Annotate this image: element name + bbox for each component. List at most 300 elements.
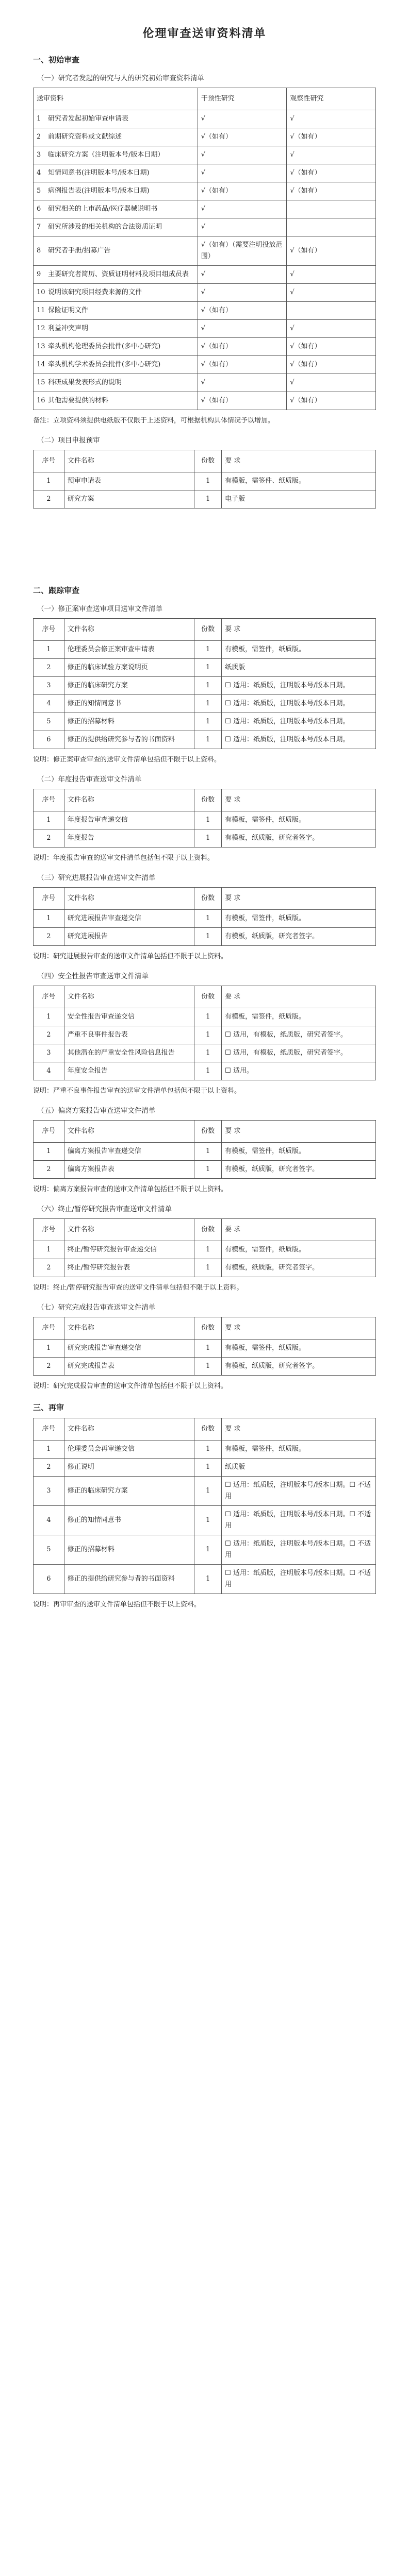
row-number: 16 [37,397,45,404]
table-row [34,182,376,200]
header-cell: 要 求 [222,1121,376,1143]
table-cell: 1 [194,1535,222,1565]
table-cell: 5 [34,1535,64,1565]
header-cell: 序号 [34,619,64,641]
table-cell: 有模板，需签件，纸质版。 [222,1340,376,1358]
table-cell: 1 [194,659,222,677]
row-number: 11 [37,307,45,314]
table-cell: 6 [34,731,64,749]
table-cell: 修正的知情同意书 [64,695,194,713]
header-cell: 要 求 [222,888,376,910]
table-cell: 1 [194,1459,222,1477]
table-cell: 修正的招募材料 [64,713,194,731]
row-number: 3 [37,151,41,159]
table-cell: ☐ 适用：纸质版，注明版本号/版本日期。☐ 不适用 [222,1535,376,1565]
table-cell [34,374,198,392]
table-row [34,731,376,749]
header-cell: 要 求 [222,619,376,641]
table-cell: √（如有） [198,182,287,200]
table-cell: 修正的临床研究方案 [64,677,194,695]
row-number: 2 [37,133,41,141]
header-cell: 文件名称 [64,1219,194,1241]
table-row [34,1026,376,1044]
table-cell: 2 [34,490,64,509]
table-cell: 1 [34,1143,64,1161]
table-cell: 1 [194,641,222,659]
table-cell: √（如有） [287,128,376,146]
table-cell: √（如有） [198,338,287,356]
table-cell: 1 [194,713,222,731]
table-row [34,356,376,374]
table-cell: 有模板，需签件，纸质版。 [222,811,376,829]
header-cell: 序号 [34,986,64,1008]
table-cell: 2 [34,829,64,848]
header-cell: 份数 [194,1121,222,1143]
amendment-table [33,618,376,749]
table-cell: 6 [34,1565,64,1594]
item-name: 病例报告表(注明版本号/版本日期) [48,187,150,195]
table-cell: √（如有） [287,392,376,410]
initial-review-subheading: （一）研究者发起的研究与人的研究初始审查资料清单 [37,74,204,82]
table-cell: 4 [34,695,64,713]
row-number: 8 [37,247,41,255]
header-cell: 干预性研究 [198,88,287,110]
table-cell: 终止/暂停研究报告审查递交信 [64,1241,194,1259]
table-cell: 2 [34,1026,64,1044]
item-name: 研究相关的上市药品/医疗器械说明书 [48,205,158,213]
table-cell: 安全性报告审查递交信 [64,1008,194,1026]
table-cell: √（如有） [287,236,376,266]
table-row [34,1062,376,1080]
table-cell [34,218,198,236]
table-row [34,266,376,284]
table-row [34,1459,376,1477]
table-cell: 预审申请表 [64,472,194,490]
table-cell: 有模板，需签件，纸质版。 [222,910,376,928]
row-number: 4 [37,169,41,177]
completion-report-table [33,1317,376,1376]
header-cell: 序号 [34,1418,64,1440]
table-cell: √ [287,266,376,284]
table-cell: 偏离方案报告审查递交信 [64,1143,194,1161]
table-cell: 2 [34,928,64,946]
note: 说明：研究进展报告审查的送审文件清单包括但不限于以上资料。 [33,953,228,960]
item-name: 保险证明文件 [48,307,89,314]
table-cell: 有模板，纸质版，研究者签字。 [222,928,376,946]
amendment-subheading: （一）修正案审查送审项目送审文件清单 [37,605,162,613]
table-row [34,659,376,677]
table-cell: 4 [34,1062,64,1080]
table-row [34,302,376,320]
table-cell: 1 [194,1477,222,1506]
table-cell: 2 [34,1259,64,1277]
item-name: 牵头机构学术委员会批件(多中心研究) [48,361,161,368]
table-cell: √ [198,110,287,128]
progress-report-table [33,887,376,946]
row-number: 1 [37,115,41,123]
table-cell: 1 [194,1440,222,1459]
table-row [34,472,376,490]
table-row [34,490,376,509]
table-row [34,1340,376,1358]
note: 说明：修正案审查审查的送审文件清单包括但不限于以上资料。 [33,756,221,764]
header-cell: 份数 [194,619,222,641]
section-initial-review-heading: 一、初始审查 [33,55,80,64]
table-row [34,928,376,946]
table-cell: 年度安全报告 [64,1062,194,1080]
section-re-review-heading: 三、再审 [33,1403,64,1412]
table-cell [34,302,198,320]
header-cell: 文件名称 [64,1418,194,1440]
item-name: 利益冲突声明 [48,325,89,332]
table-row [34,320,376,338]
table-cell: 3 [34,1477,64,1506]
row-number: 9 [37,270,41,278]
table-cell: 3 [34,1044,64,1062]
table-cell [287,218,376,236]
item-name: 主要研究者简历、资质证明材料及项目组成员表 [48,270,189,278]
table-cell [34,392,198,410]
table-cell [34,320,198,338]
table-cell: 伦理委员会修正案审查申请表 [64,641,194,659]
note: 备注：立项资料须提供电纸版不仅限于上述资料，可根据机构具体情况予以增加。 [33,417,275,425]
table-cell: 研究完成报告审查递交信 [64,1340,194,1358]
item-name: 知情同意书(注明版本号/版本日期) [48,169,150,177]
header-cell: 份数 [194,1418,222,1440]
table-row [34,1440,376,1459]
table-row [34,1241,376,1259]
header-cell: 文件名称 [64,1317,194,1340]
item-name: 其他需要提供的材料 [48,397,109,404]
annual-report-subheading: （二）年度报告审查送审文件清单 [37,775,142,784]
table-cell: 1 [194,1143,222,1161]
annual-report-table [33,789,376,848]
table-cell: 2 [34,1161,64,1179]
table-cell: 1 [194,811,222,829]
table-cell: 年度报告审查递交信 [64,811,194,829]
note: 说明：年度报告审查的送审文件清单包括但不限于以上资料。 [33,854,215,862]
table-cell: 1 [194,910,222,928]
header-cell: 序号 [34,789,64,811]
note: 说明：严重不良事件报告审查的送审文件清单包括但不限于以上资料。 [33,1087,241,1095]
table-cell [34,236,198,266]
table-cell: 1 [194,1565,222,1594]
table-cell: 1 [34,641,64,659]
table-cell: √ [287,320,376,338]
header-cell: 份数 [194,986,222,1008]
header-cell: 要 求 [222,1219,376,1241]
item-name: 研究所涉及的相关机构的合法资质证明 [48,223,162,231]
table-cell: 修正的招募材料 [64,1535,194,1565]
table-cell: 修正的提供给研究参与者的书面资料 [64,1565,194,1594]
table-row [34,218,376,236]
table-cell [287,302,376,320]
table-cell: 有模版，需签件、纸质版。 [222,472,376,490]
table-cell [34,110,198,128]
table-cell: 1 [34,1241,64,1259]
table-cell: 1 [34,1340,64,1358]
table-cell: 研究进展报告 [64,928,194,946]
table-cell: ☐ 适用：纸质版，注明版本号/版本日期。 [222,695,376,713]
table-cell: 2 [34,1358,64,1376]
table-cell: 3 [34,677,64,695]
table-cell: √ [287,284,376,302]
table-cell: ☐ 适用：纸质版，注明版本号/版本日期。☐ 不适用 [222,1477,376,1506]
header-cell: 序号 [34,450,64,472]
header-cell: 文件名称 [64,450,194,472]
item-name: 研究者发起初始审查申请表 [48,115,129,123]
table-cell [287,200,376,218]
item-name: 前期研究资料或文献综述 [48,133,122,141]
table-cell: 2 [34,1459,64,1477]
header-cell: 份数 [194,789,222,811]
table-row [34,910,376,928]
table-cell: ☐ 适用：纸质版，注明版本号/版本日期。 [222,677,376,695]
table-cell: 1 [194,1062,222,1080]
table-cell: √（如有） [287,338,376,356]
table-cell: 有模板，纸质版，研究者签字。 [222,1259,376,1277]
header-cell: 送审资料 [34,88,198,110]
table-row [34,713,376,731]
table-cell: 纸质版 [222,659,376,677]
table-cell: 1 [34,1440,64,1459]
table-row [34,1358,376,1376]
row-number: 6 [37,205,41,213]
table-cell: 终止/暂停研究报告表 [64,1259,194,1277]
table-cell: 1 [194,1340,222,1358]
table-cell [34,356,198,374]
row-number: 13 [37,343,45,350]
pre-review-subheading: （二）项目申报预审 [37,436,100,445]
table-row [34,1535,376,1565]
progress-report-subheading: （三）研究进展报告审查送审文件清单 [37,874,156,882]
item-name: 说明该研究项目经费来源的文件 [48,289,142,296]
table-cell [34,146,198,164]
table-row [34,1161,376,1179]
table-cell: 1 [194,695,222,713]
table-row [34,1477,376,1506]
table-cell: 1 [194,829,222,848]
table-cell: 1 [194,472,222,490]
table-cell: √ [287,146,376,164]
table-cell: 修正说明 [64,1459,194,1477]
table-cell: 5 [34,713,64,731]
doc-title: 伦理审查送审资料清单 [142,27,267,40]
table-cell: √（如有） [198,392,287,410]
table-row [34,641,376,659]
table-cell: 有模板，需签件，纸质版。 [222,1143,376,1161]
row-number: 5 [37,187,41,195]
deviation-report-subheading: （五）偏离方案报告审查送审文件清单 [37,1107,156,1115]
table-cell: 电子版 [222,490,376,509]
header-cell: 序号 [34,1317,64,1340]
table-cell: √（如有） [287,356,376,374]
table-cell: 1 [194,928,222,946]
note: 说明：终止/暂停研究报告审查的送审文件清单包括但不限于以上资料。 [33,1284,243,1292]
table-cell: 年度报告 [64,829,194,848]
table-cell: 修正的临床试验方案说明页 [64,659,194,677]
table-cell [34,338,198,356]
table-cell: 4 [34,1506,64,1535]
table-cell: 有模板，需签件，纸质版。 [222,1440,376,1459]
header-cell: 文件名称 [64,1121,194,1143]
header-cell: 份数 [194,888,222,910]
table-cell: 1 [34,811,64,829]
table-row [34,811,376,829]
table-row [34,829,376,848]
table-cell: √ [287,110,376,128]
table-cell: 偏离方案报告表 [64,1161,194,1179]
table-row [34,1143,376,1161]
table-cell: √ [198,146,287,164]
table-cell: 有模板，纸质版，研究者签字。 [222,1161,376,1179]
table-cell: 1 [194,1044,222,1062]
table-row [34,695,376,713]
row-number: 15 [37,379,45,386]
table-cell: 1 [194,677,222,695]
table-cell: 1 [194,1358,222,1376]
table-row [34,1008,376,1026]
table-cell [34,128,198,146]
deviation-report-table [33,1120,376,1179]
table-cell: √ [198,374,287,392]
table-cell: √（如有） [287,164,376,182]
table-row [34,236,376,266]
table-cell: 严重不良事件报告表 [64,1026,194,1044]
table-cell: 1 [34,910,64,928]
header-cell: 份数 [194,450,222,472]
header-cell: 份数 [194,1317,222,1340]
table-cell: √（如有） [198,302,287,320]
table-cell: ☐ 适用：纸质版，注明版本号/版本日期。 [222,713,376,731]
table-cell: √（如有）（需要注明投放范围） [198,236,287,266]
completion-report-subheading: （七）研究完成报告审查送审文件清单 [37,1303,156,1312]
safety-report-table [33,986,376,1080]
header-cell: 要 求 [222,1317,376,1340]
termination-report-subheading: （六）终止/暂停研究报告审查送审文件清单 [37,1205,172,1213]
table-cell: ☐ 适用：纸质版，注明版本号/版本日期。☐ 不适用 [222,1506,376,1535]
table-cell: 研究完成报告表 [64,1358,194,1376]
table-cell: 1 [34,472,64,490]
table-cell: 纸质版 [222,1459,376,1477]
table-cell: 研究方案 [64,490,194,509]
header-cell: 要 求 [222,789,376,811]
table-cell: 1 [194,490,222,509]
table-cell: √ [198,200,287,218]
table-cell: 1 [34,1008,64,1026]
table-cell: 1 [194,1241,222,1259]
table-cell: 其他潜在的严重安全性风险信息报告 [64,1044,194,1062]
table-row [34,284,376,302]
re-review-table [33,1418,376,1594]
row-number: 12 [37,325,45,332]
table-cell: 研究进展报告审查递交信 [64,910,194,928]
termination-report-table [33,1218,376,1277]
table-row [34,128,376,146]
header-cell: 要 求 [222,1418,376,1440]
header-cell: 文件名称 [64,986,194,1008]
table-cell: √（如有） [198,128,287,146]
header-cell: 份数 [194,1219,222,1241]
header-cell: 序号 [34,888,64,910]
table-cell: √（如有） [198,356,287,374]
table-row [34,1259,376,1277]
safety-report-subheading: （四）安全性报告审查送审文件清单 [37,972,149,980]
row-number: 10 [37,289,45,296]
header-cell: 要 求 [222,986,376,1008]
table-cell: 1 [194,731,222,749]
item-name: 牵头机构伦理委员会批件(多中心研究) [48,343,161,350]
table-cell: ☐ 适用：纸质版，注明版本号/版本日期。 [222,731,376,749]
table-row [34,1506,376,1535]
table-cell: √ [287,374,376,392]
table-row [34,1044,376,1062]
table-cell: 有模板，需签件，纸质版。 [222,1008,376,1026]
table-cell [34,200,198,218]
table-cell: √ [198,266,287,284]
item-name: 科研成果发表形式的说明 [48,379,122,386]
table-cell: 1 [194,1259,222,1277]
initial-review-table [33,88,376,410]
table-cell: 1 [194,1506,222,1535]
table-cell: 2 [34,659,64,677]
table-row [34,374,376,392]
header-cell: 文件名称 [64,888,194,910]
table-cell: 1 [194,1161,222,1179]
table-cell [34,164,198,182]
table-row [34,146,376,164]
pre-review-table [33,450,376,509]
table-cell: 修正的知情同意书 [64,1506,194,1535]
note: 说明：偏离方案报告审查的送审文件清单包括但不限于以上资料。 [33,1185,228,1193]
table-cell: ☐ 适用，有模板，纸质版，研究者签字。 [222,1026,376,1044]
table-cell: √ [198,284,287,302]
note: 说明：研究完成报告审查的送审文件清单包括但不限于以上资料。 [33,1382,228,1390]
header-cell: 序号 [34,1219,64,1241]
table-row [34,164,376,182]
table-cell: 修正的临床研究方案 [64,1477,194,1506]
table-cell: √ [198,164,287,182]
table-cell: 1 [194,1008,222,1026]
table-cell: √（如有） [287,182,376,200]
table-row [34,110,376,128]
table-row [34,1565,376,1594]
header-cell: 文件名称 [64,789,194,811]
table-cell: √ [198,218,287,236]
table-cell: 1 [194,1026,222,1044]
table-cell [34,182,198,200]
row-number: 7 [37,223,41,231]
table-row [34,677,376,695]
note: 说明：再审审查的送审文件清单包括但不限于以上资料。 [33,1601,201,1608]
table-cell: 有模板，纸质版，研究者签字。 [222,829,376,848]
table-cell: ☐ 适用：纸质版，注明版本号/版本日期。☐ 不适用 [222,1565,376,1594]
header-cell: 观察性研究 [287,88,376,110]
item-name: 研究者手册/招募广告 [48,247,111,255]
row-number: 14 [37,361,45,368]
table-row [34,338,376,356]
table-cell: ☐ 适用。 [222,1062,376,1080]
header-cell: 要 求 [222,450,376,472]
table-cell: 伦理委员会再审递交信 [64,1440,194,1459]
section-followup-review-heading: 二、跟踪审查 [33,586,80,595]
table-cell: 有模板，纸质版，研究者签字。 [222,1358,376,1376]
item-name: 临床研究方案（注明版本号/版本日期） [48,151,165,159]
table-cell [34,266,198,284]
table-row [34,200,376,218]
table-cell: 有模板，需签件，纸质版。 [222,641,376,659]
table-cell: 有模板，需签件，纸质版。 [222,1241,376,1259]
